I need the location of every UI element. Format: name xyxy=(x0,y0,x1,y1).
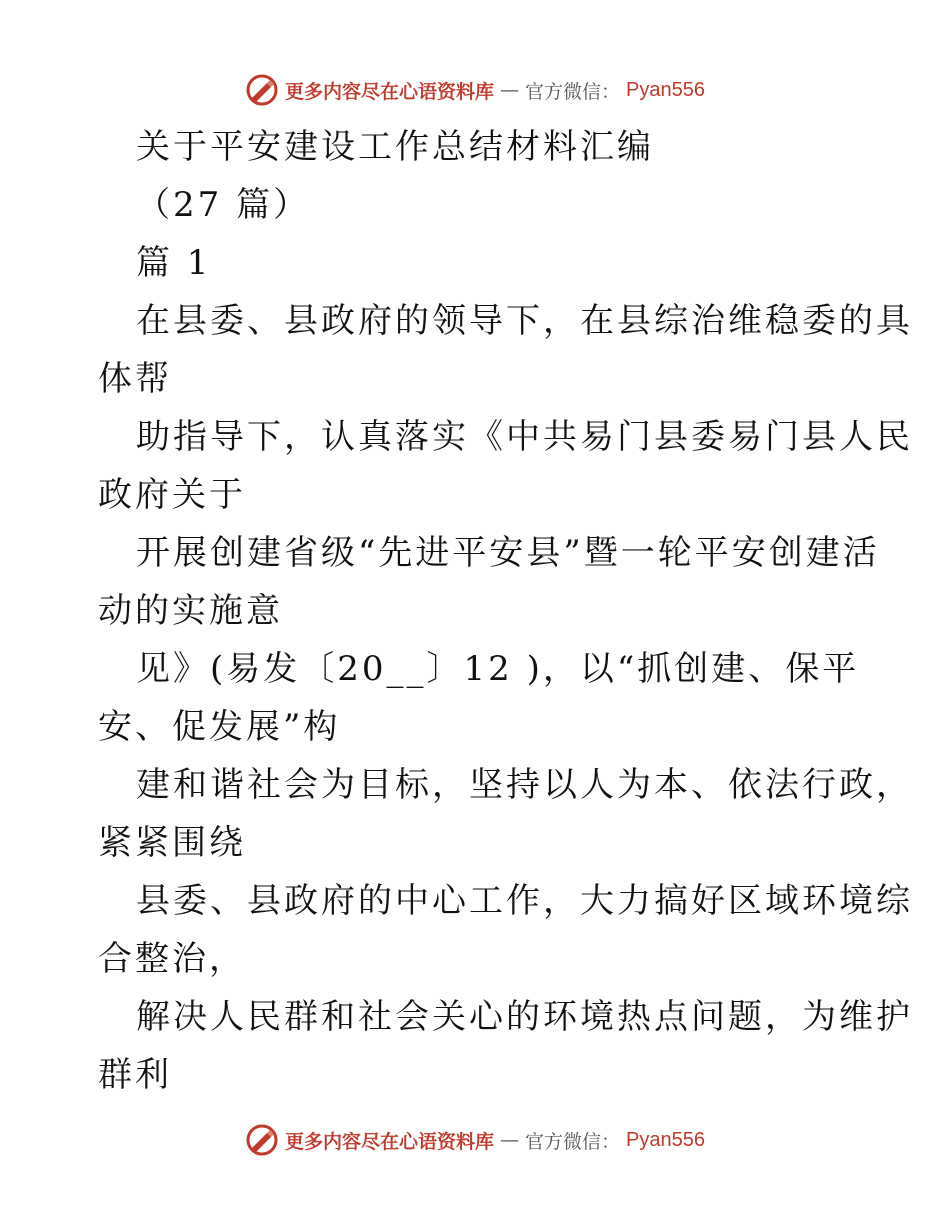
logo-icon xyxy=(245,73,279,107)
banner-gray-text: 官方微信： xyxy=(525,1130,621,1153)
footer-banner xyxy=(0,1120,950,1160)
document-line: 见》(易发〔20__〕12 )，以“抓创建、保平 xyxy=(136,649,860,689)
banner-red-text: 更多内容尽在心语资料库 xyxy=(285,80,495,103)
document-line: 在县委、县政府的领导下，在县综治维稳委的具 xyxy=(136,301,913,341)
banner-wechat-id: Pyan556 xyxy=(626,78,705,101)
document-line: 紧紧围绕 xyxy=(98,823,246,863)
document-line: 体帮 xyxy=(98,359,172,399)
document-line: 县委、县政府的中心工作，大力搞好区域环境综 xyxy=(136,881,913,921)
banner-red-text: 更多内容尽在心语资料库 xyxy=(285,1130,495,1153)
banner-dash: — xyxy=(500,79,520,101)
document-line: 安、促发展”构 xyxy=(98,707,341,747)
banner-dash: — xyxy=(500,1129,520,1151)
document-line: 解决人民群和社会关心的环境热点问题，为维护 xyxy=(136,997,913,1037)
document-line: 关于平安建设工作总结材料汇编 xyxy=(136,127,654,167)
header-banner xyxy=(0,70,950,110)
document-line: 建和谐社会为目标，坚持以人为本、依法行政， xyxy=(136,765,913,805)
document-line: 合整治， xyxy=(98,939,246,979)
banner-wechat-id: Pyan556 xyxy=(626,1128,705,1151)
document-line: 篇 1 xyxy=(136,243,212,283)
document-line: 群利 xyxy=(98,1055,172,1095)
document-line: 助指导下，认真落实《中共易门县委易门县人民 xyxy=(136,417,913,457)
document-body xyxy=(98,118,913,1104)
document-line: 政府关于 xyxy=(98,475,246,515)
logo-icon xyxy=(245,1123,279,1157)
banner-gray-text: 官方微信： xyxy=(525,80,621,103)
document-line: （27 篇） xyxy=(136,185,311,225)
document-line: 开展创建省级“先进平安县”暨一轮平安创建活 xyxy=(136,533,880,573)
document-line: 动的实施意 xyxy=(98,591,283,631)
